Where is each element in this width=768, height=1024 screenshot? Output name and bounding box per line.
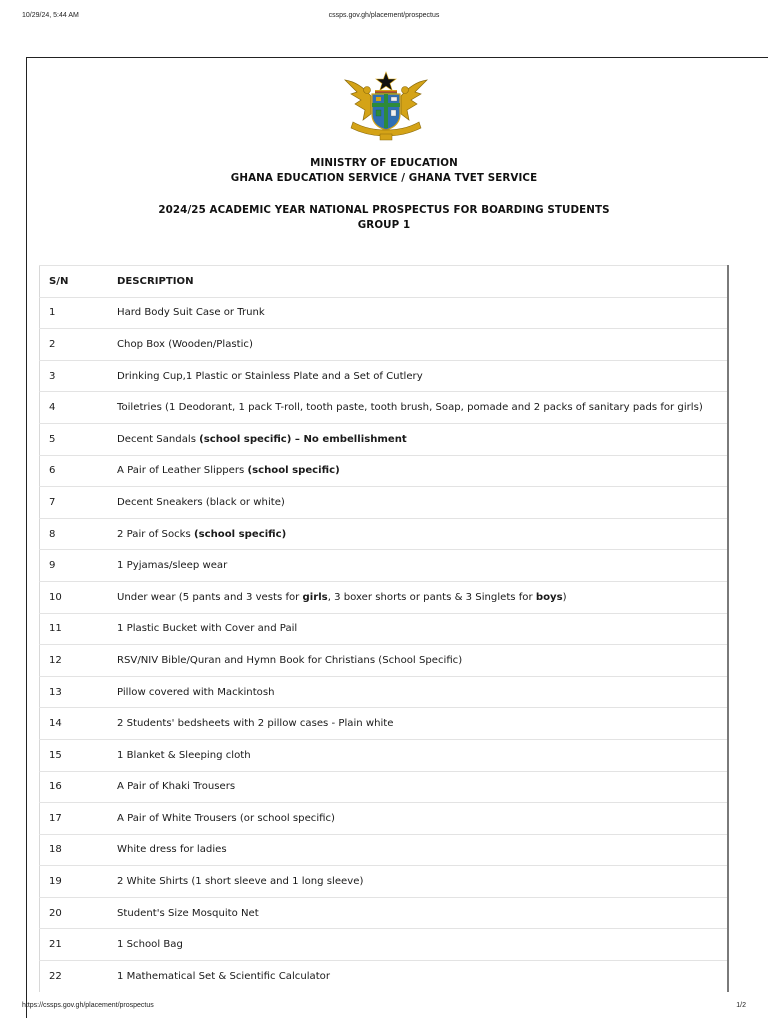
header-description: DESCRIPTION [117, 266, 728, 298]
row-description [117, 297, 728, 329]
row-sn: 2 [40, 329, 118, 361]
table-row [40, 297, 729, 329]
description-text: Drinking Cup,1 Plastic or Stainless Plate and a Set of Cutlery [117, 370, 423, 382]
row-sn: 17 [40, 803, 118, 835]
row-description [117, 676, 728, 708]
row-description [117, 455, 728, 487]
service-title: GHANA EDUCATION SERVICE / GHANA TVET SERVICE [230, 172, 538, 184]
description-text: 1 Plastic Bucket with Cover and Pail [117, 623, 298, 635]
page-number: 1/2 [736, 1002, 746, 1009]
row-sn: 6 [40, 455, 118, 487]
description-text: Hard Body Suit Case or Trunk [117, 307, 265, 319]
row-description [117, 803, 728, 835]
description-text: Pillow covered with Mackintosh [117, 686, 275, 698]
prospectus-title: 2024/25 ACADEMIC YEAR NATIONAL PROSPECTUS FOR BOARDING STUDENTS [158, 204, 610, 216]
row-description [117, 708, 728, 740]
row-sn: 18 [40, 834, 118, 866]
row-sn: 8 [40, 518, 118, 550]
row-description [117, 360, 728, 392]
description-text: A Pair of Leather Slippers [117, 465, 248, 477]
footer-url: https://cssps.gov.gh/placement/prospectus [22, 1002, 154, 1009]
table-row [40, 645, 729, 677]
table-header-row [40, 266, 729, 298]
table-row [40, 771, 729, 803]
row-sn: 9 [40, 550, 118, 582]
row-sn: 4 [40, 392, 118, 424]
table-row [40, 423, 729, 455]
table-row [40, 866, 729, 898]
table-row [40, 613, 729, 645]
table-row [40, 897, 729, 929]
ghana-coat-of-arms-icon [337, 70, 435, 144]
description-text: RSV/NIV Bible/Quran and Hymn Book for Christians (School Specific) [117, 654, 463, 666]
description-text: 1 School Bag [117, 939, 183, 951]
description-text: 2 Students' bedsheets with 2 pillow cases - Plain white [117, 718, 394, 730]
row-sn: 20 [40, 897, 118, 929]
table-row [40, 329, 729, 361]
description-emphasis: (school specific) [194, 528, 287, 540]
table-row [40, 834, 729, 866]
table-row [40, 676, 729, 708]
print-url: cssps.gov.gh/placement/prospectus [328, 12, 440, 19]
print-datetime: 10/29/24, 5:44 AM [22, 12, 79, 19]
row-sn: 16 [40, 771, 118, 803]
row-sn: 1 [40, 297, 118, 329]
row-sn: 14 [40, 708, 118, 740]
description-emphasis: boys [535, 591, 563, 603]
table-row [40, 708, 729, 740]
row-description [117, 645, 728, 677]
description-text: Student's Size Mosquito Net [117, 907, 259, 919]
description-emphasis: (school specific) – No embellishment [199, 433, 407, 445]
row-sn: 21 [40, 929, 118, 961]
row-description [117, 550, 728, 582]
description-text: White dress for ladies [117, 844, 227, 856]
table-row [40, 455, 729, 487]
description-text: 1 Blanket & Sleeping cloth [117, 749, 251, 761]
table-row [40, 392, 729, 424]
group-title: GROUP 1 [357, 219, 411, 231]
description-text: Toiletries (1 Deodorant, 1 pack T-roll, tooth paste, tooth brush, Soap, pomade and 2 packs of sanitary pads for girls) [117, 402, 703, 414]
description-text: Decent Sandals [117, 433, 200, 445]
row-description [117, 929, 728, 961]
row-sn: 19 [40, 866, 118, 898]
description-text: 1 Pyjamas/sleep wear [117, 560, 228, 572]
row-sn: 15 [40, 739, 118, 771]
row-description [117, 961, 728, 992]
row-description [117, 866, 728, 898]
description-text: 2 White Shirts (1 short sleeve and 1 long sleeve) [117, 876, 364, 888]
description-emphasis: girls [302, 591, 328, 603]
prospectus-table [39, 265, 729, 992]
description-text: 2 Pair of Socks [117, 528, 194, 540]
row-sn: 5 [40, 423, 118, 455]
table-row [40, 929, 729, 961]
table-row [40, 487, 729, 519]
table-row [40, 961, 729, 992]
table-row [40, 739, 729, 771]
description-text: Decent Sneakers (black or white) [117, 496, 285, 508]
row-description [117, 392, 728, 424]
table-row [40, 518, 729, 550]
row-sn: 10 [40, 581, 118, 613]
row-description [117, 487, 728, 519]
row-description [117, 834, 728, 866]
row-sn: 12 [40, 645, 118, 677]
row-description [117, 739, 728, 771]
row-description [117, 329, 728, 361]
description-emphasis: (school specific) [247, 465, 340, 477]
row-sn: 7 [40, 487, 118, 519]
description-text: A Pair of Khaki Trousers [117, 781, 236, 793]
row-description [117, 897, 728, 929]
row-description [117, 613, 728, 645]
row-sn: 22 [40, 961, 118, 992]
description-text: A Pair of White Trousers (or school specific) [117, 812, 335, 824]
row-sn: 11 [40, 613, 118, 645]
description-text: Under wear (5 pants and 3 vests for [117, 591, 303, 603]
header-sn: S/N [40, 266, 118, 298]
table-row [40, 550, 729, 582]
row-description [117, 518, 728, 550]
description-text: Chop Box (Wooden/Plastic) [117, 338, 253, 350]
table-row [40, 803, 729, 835]
row-sn: 3 [40, 360, 118, 392]
row-description [117, 423, 728, 455]
table-row [40, 581, 729, 613]
row-description [117, 581, 728, 613]
row-description [117, 771, 728, 803]
row-sn: 13 [40, 676, 118, 708]
description-text: , 3 boxer shorts or pants & 3 Singlets for [327, 591, 536, 603]
ministry-title: MINISTRY OF EDUCATION [310, 157, 458, 169]
description-text: ) [562, 591, 567, 603]
description-text: 1 Mathematical Set & Scientific Calculator [117, 970, 330, 982]
table-row [40, 360, 729, 392]
